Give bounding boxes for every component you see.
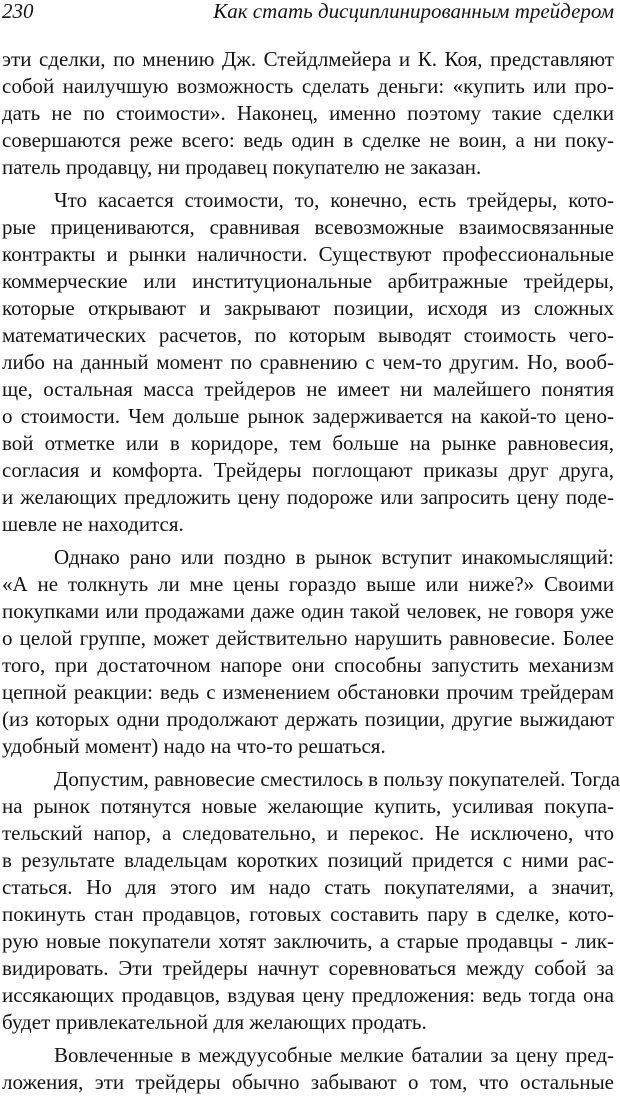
text-line: патель продавцу, ни продавец покупателю не заказан. xyxy=(2,155,482,179)
text-line: удобный момент) надо на что-то решаться. xyxy=(2,734,386,758)
text-line: иссякающих продавцов, вздувая цену предложения: ведь тогда она xyxy=(2,983,614,1007)
text-line: согласия и комфорта. Трейдеры поглощают приказы друг друга, xyxy=(2,458,614,482)
text-line: о целой группе, может действительно нарушить равновесие. Более xyxy=(2,626,614,650)
paragraph xyxy=(2,1042,614,1096)
page-header xyxy=(2,0,614,30)
text-line: будет привлекательной для желающих продать. xyxy=(2,1010,427,1034)
text-line: рые прицениваются, сравнивая всевозможные взаимосвязанные xyxy=(2,215,614,239)
text-line: о стоимости. Чем дольше рынок задерживается на какой-то цено- xyxy=(2,404,614,428)
paragraph xyxy=(2,544,614,760)
text-line: (из которых одни продолжают держать позиции, другие выжидают xyxy=(2,707,614,731)
text-line: рую новые покупатели хотят заключить, а старые продавцы - лик- xyxy=(2,929,614,953)
text-line: видировать. Эти трейдеры начнут соревноваться между собой за xyxy=(2,956,614,980)
paragraph xyxy=(2,187,614,538)
text-line: тельский напор, а следовательно, и перекос. Не исключено, что xyxy=(2,821,614,845)
paragraph xyxy=(2,46,614,181)
running-title: Как стать дисциплинированным трейдером xyxy=(213,0,614,23)
text-line: которые открывают и закрывают позиции, исходя из сложных xyxy=(2,296,614,320)
body-text xyxy=(2,46,620,1102)
text-line: математических расчетов, по которым выводят стоимость чего- xyxy=(2,323,614,347)
text-line: контракты и рынки наличности. Существуют профессиональные xyxy=(2,242,614,266)
text-line: «А не толкнуть ли мне цены гораздо выше или ниже?» Своими xyxy=(2,572,614,596)
text-line: вой отметке или в коридоре, тем больше на рынке равновесия, xyxy=(2,431,614,455)
text-line: Однако рано или поздно в рынок вступит инакомыслящий: xyxy=(54,545,614,569)
text-line: шевле не находится. xyxy=(2,512,184,536)
text-line: Допустим, равновесие сместилось в пользу покупателей. Тогда xyxy=(54,767,620,791)
text-line: на рынок потянутся новые желающие купить, усиливая покупа- xyxy=(2,794,614,818)
text-line: собой наилучшую возможность сделать деньги: «купить или про- xyxy=(2,74,614,98)
text-line: дать не по стоимости». Наконец, именно поэтому такие сделки xyxy=(2,101,614,125)
text-line: статься. Но для этого им надо стать покупателями, а значит, xyxy=(2,875,614,899)
text-line: Вовлеченные в междуусобные мелкие баталии за цену пред- xyxy=(54,1043,614,1067)
text-line: цепной реакции: ведь с изменением обстановки прочим трейдерам xyxy=(2,680,614,704)
text-line: эти сделки, по мнению Дж. Стейдлмейера и К. Коя, представляют xyxy=(2,47,614,71)
text-line: Что касается стоимости, то, конечно, есть трейдеры, кото- xyxy=(54,188,614,212)
text-line: в результате владельцам коротких позиций придется с ними рас- xyxy=(2,848,614,872)
text-line: совершаются реже всего: ведь один в сделке не воин, а ни поку- xyxy=(2,128,614,152)
text-line: коммерческие или институциональные арбитражные трейдеры, xyxy=(2,269,614,293)
text-line: покупками или продажами даже один такой человек, не говоря уже xyxy=(2,599,614,623)
text-line: либо на данный момент по сравнению с чем-то другим. Но, вооб- xyxy=(2,350,614,374)
page-number: 230 xyxy=(2,0,34,23)
paragraph xyxy=(2,766,620,1036)
text-line: ще, остальная масса трейдеров не имеет ни малейшего понятия xyxy=(2,377,614,401)
text-line: и желающих предложить цену подороже или запросить цену поде- xyxy=(2,485,614,509)
text-line: того, при достаточном напоре они способны запустить механизм xyxy=(2,653,614,677)
text-line: ложения, эти трейдеры обычно забывают о том, что остальные xyxy=(2,1070,614,1094)
text-line: покинуть стан продавцов, готовых составить пару в сделке, кото- xyxy=(2,902,614,926)
